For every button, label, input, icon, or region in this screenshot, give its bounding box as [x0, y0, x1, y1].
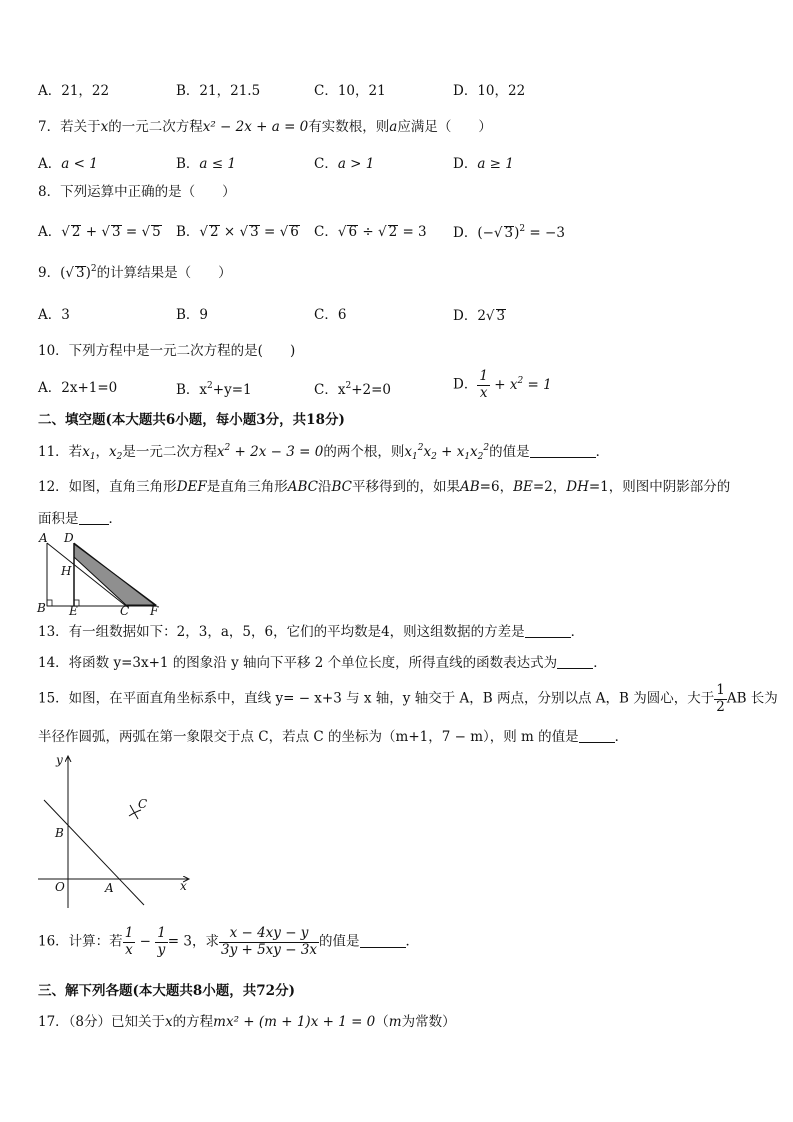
label-B: B [55, 826, 64, 840]
label-H: H [61, 564, 72, 578]
q10-option-c: C．$x^2+2=0$ [314, 381, 391, 398]
q14-stem: 14．将函数 y=3x+1 的图象沿 y 轴向下平移 2 个单位长度，所得直线的函数表达式为 ． [38, 655, 607, 671]
label-C: C [120, 604, 130, 618]
q7-option-d: D．a ≥ 1 [453, 156, 514, 172]
q15-stem-line2: 半径作圆弧，两弧在第一象限交于点 C，若点 C 的坐标为（m+1，7 − m），则 m 的值是 ． [38, 729, 629, 745]
q10-option-d: D． $\frac{1}{x}$ + $x^2 = 1$ [453, 368, 552, 401]
label-A: A [105, 881, 114, 895]
label-C: C [138, 797, 148, 811]
q8-option-b: B．√ 2 × √ 3 = √ 6 [176, 224, 299, 240]
q7-option-b: B．a ≤ 1 [176, 156, 236, 172]
q15-coordinate-figure [34, 752, 194, 912]
label-y: y [56, 753, 63, 767]
q10-option-a: A．2x+1=0 [38, 380, 118, 396]
section-3-heading: 三、解下列各题(本大题共8小题，共72分) [38, 983, 295, 999]
q17-stem: 17．（8分）已知关于x的方程mx² + (m + 1)x + 1 = 0（m为常数） [38, 1014, 456, 1030]
section-2-heading: 二、填空题(本大题共6小题，每小题3分，共18分) [38, 412, 345, 428]
q9-stem: 9．(√ 3)$^2$的计算结果是（ ） [38, 264, 232, 281]
q15-stem-line1: 15．如图，在平面直角坐标系中，直线 y= − x+3 与 x 轴，y 轴交于 A，B 两点，分别以点 A，B 为圆心，大于 $\frac{1}{2}$ AB 长为 [38, 682, 778, 715]
q9-option-d: D．2√ 3 [453, 308, 506, 324]
q11-stem: 11．若$x_1$，$x_2$是一元二次方程$x^2 + 2x - 3 = 0$的两个根，则$x_1^2x_2 + x_1x_2^2$的值是 ． [38, 443, 610, 462]
label-O: O [55, 880, 65, 894]
q8-option-c: C．√ 6 ÷ √ 2 = 3 [314, 224, 427, 240]
q12-stem-line2: 面积是 ． [38, 511, 122, 527]
q9-option-c: C．6 [314, 307, 347, 323]
q13-stem: 13．有一组数据如下：2，3，a，5，6，它们的平均数是4，则这组数据的方差是 ． [38, 624, 585, 640]
label-B: B [37, 601, 46, 615]
label-x: x [180, 879, 187, 893]
q9-option-a: A．3 [38, 307, 70, 323]
label-A: A [39, 531, 48, 545]
q10-option-b: B．$x^2+y=1$ [176, 381, 252, 398]
q10-stem: 10．下列方程中是一元二次方程的是( ) [38, 343, 296, 359]
label-F: F [150, 604, 159, 618]
q6-option-c: C．10，21 [314, 83, 386, 99]
q6-option-b: B．21，21.5 [176, 83, 261, 99]
q7-stem: 7．若关于x的一元二次方程x² − 2x + a = 0有实数根，则a应满足（ ） [38, 119, 492, 135]
q7-option-c: C．a > 1 [314, 156, 375, 172]
label-E: E [69, 604, 78, 618]
q8-option-d: D．(−√ 3)$^2$ = −3 [453, 224, 565, 241]
q6-option-a: A．21，22 [38, 83, 110, 99]
q6-option-d: D．10，22 [453, 83, 526, 99]
q8-stem: 8．下列运算中正确的是（ ） [38, 184, 236, 200]
q9-option-b: B．9 [176, 307, 209, 323]
q8-option-a: A．√ 2 + √ 3 = √ 5 [38, 224, 161, 240]
label-D: D [64, 531, 74, 545]
q12-triangle-figure [36, 532, 166, 618]
q16-stem: 16．计算：若 $\frac{1}{x}$ − $\frac{1}{y}$ = 3，求 $\frac{x - 4xy - y}{3y + 5xy - 3x}$ 的值是 ． [38, 925, 420, 958]
q12-stem-line1: 12．如图，直角三角形DEF是直角三角形ABC沿BC平移得到的，如果AB=6，BE=2，DH=1，则图中阴影部分的 [38, 479, 731, 495]
q7-option-a: A．a < 1 [38, 156, 98, 172]
